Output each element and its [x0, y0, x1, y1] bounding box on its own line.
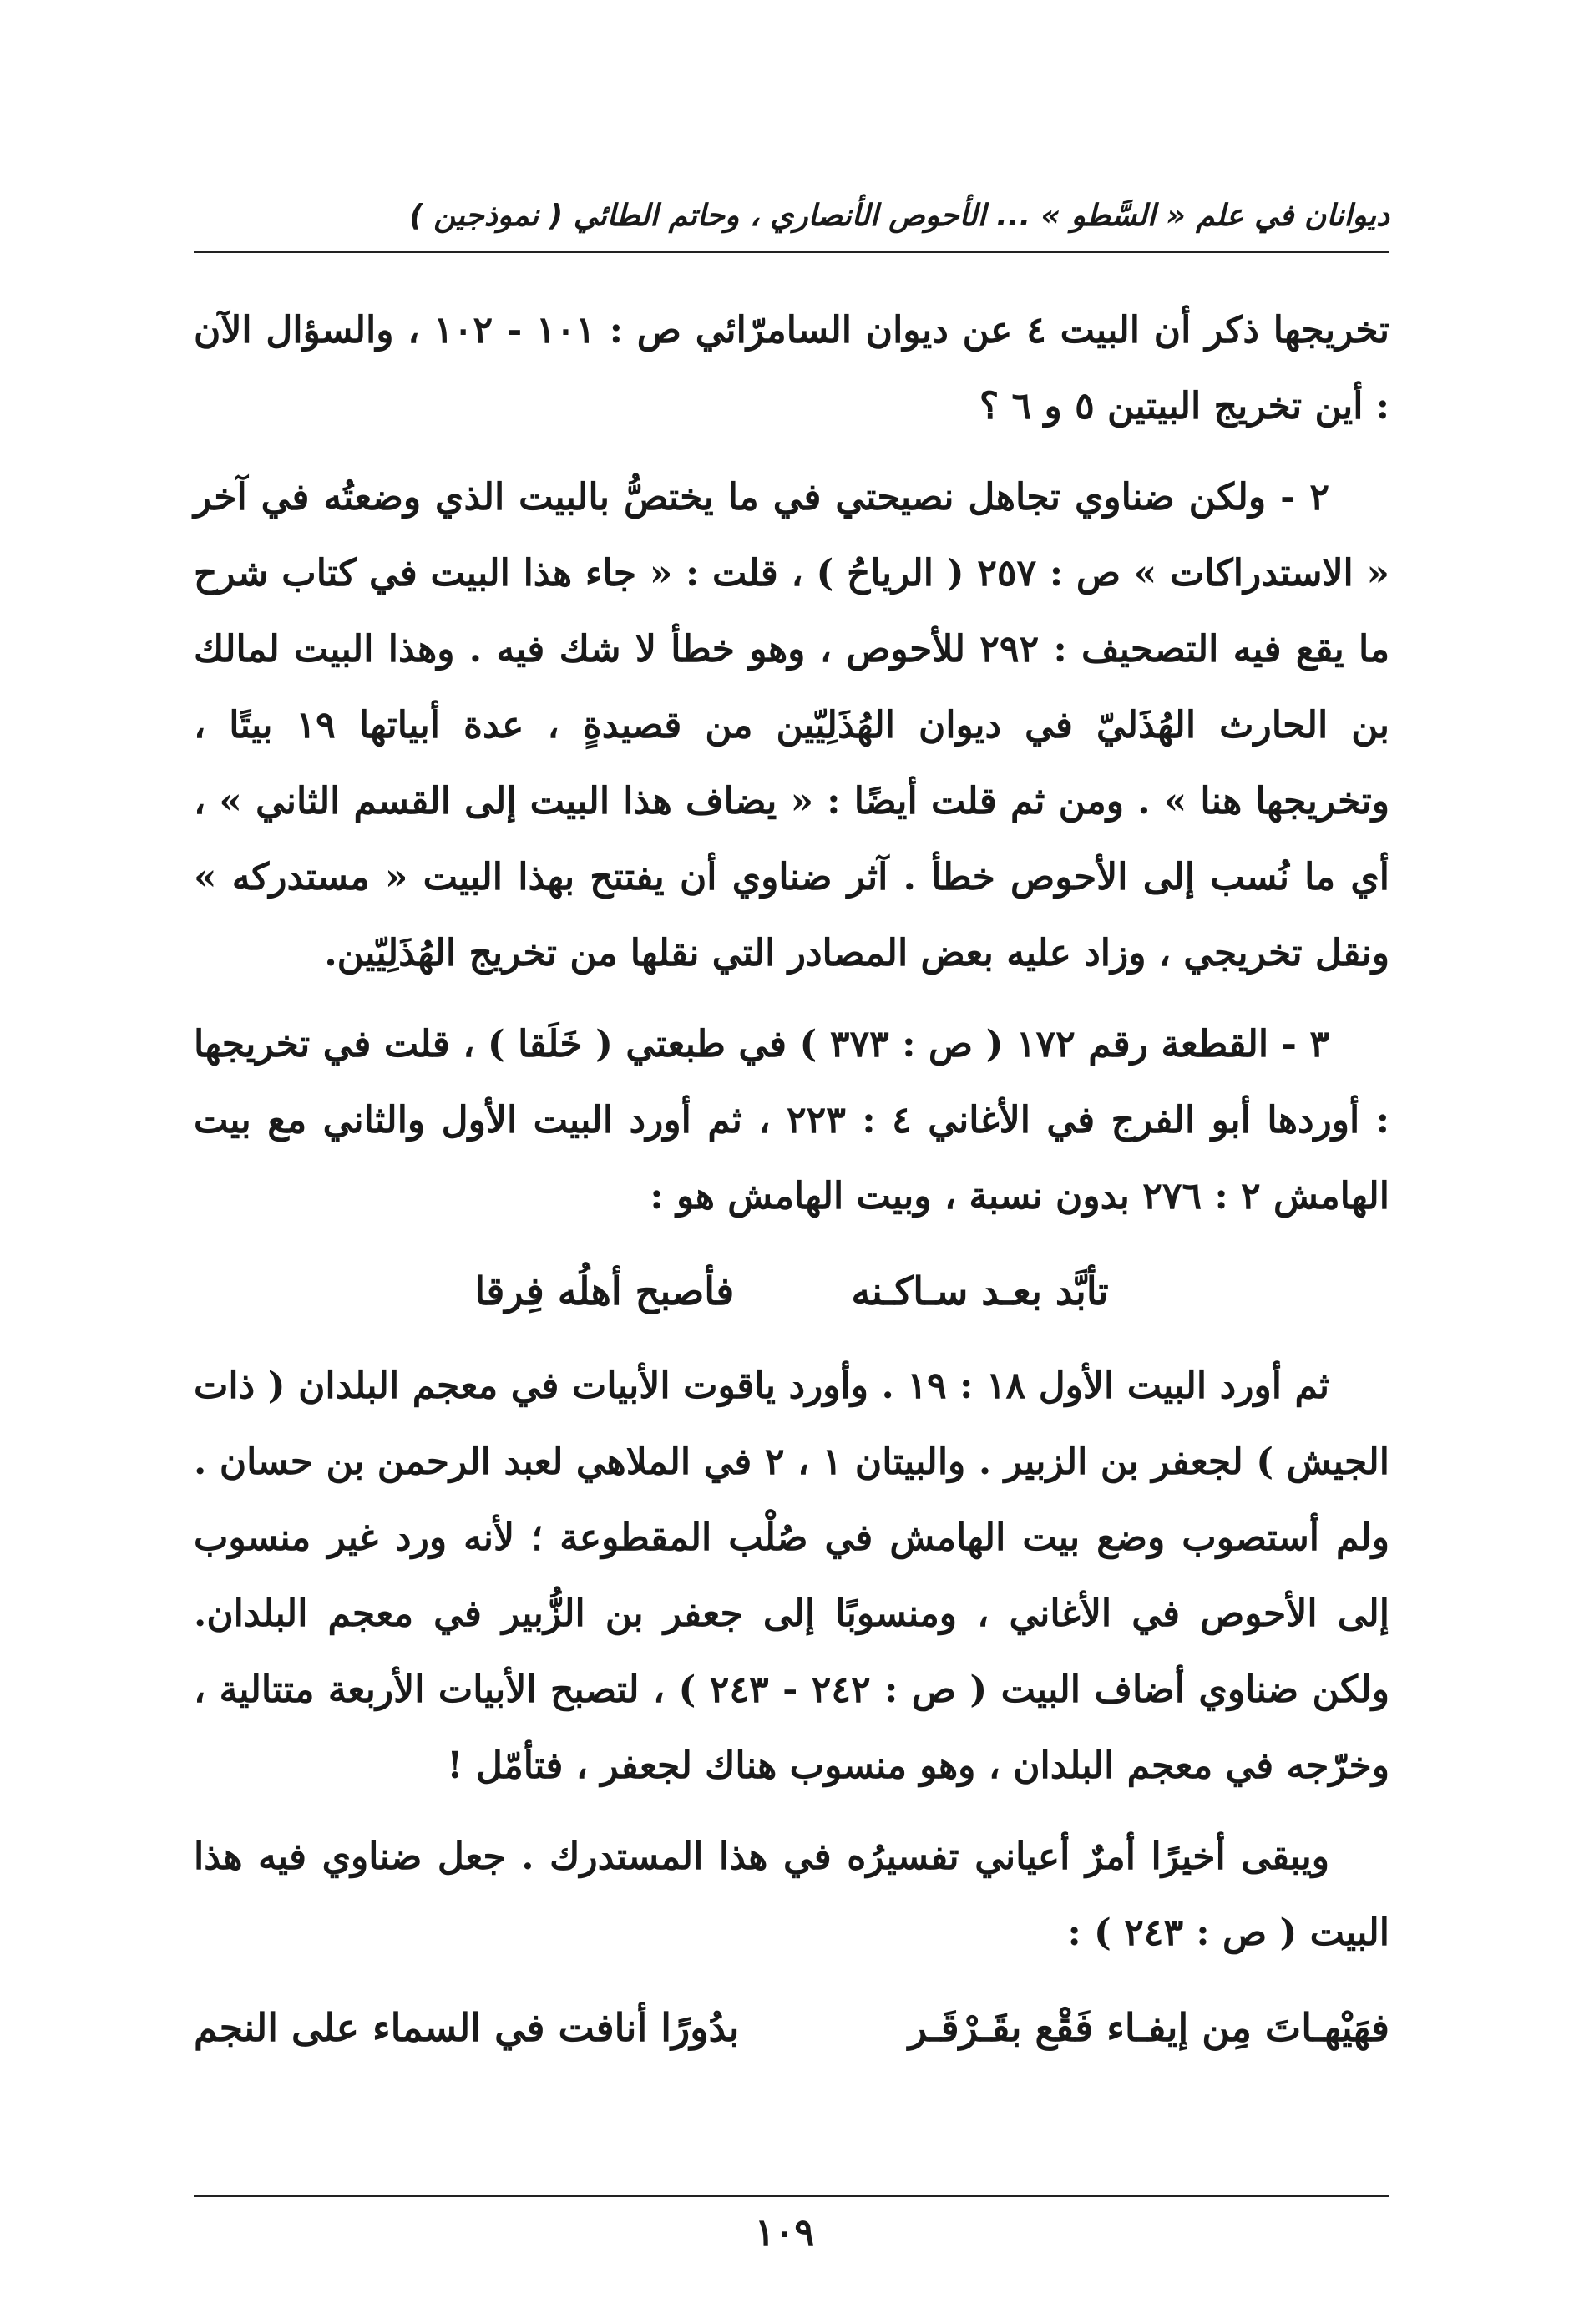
verse-2-first-hemistich: فهَيْهـاتَ مِن إيفـاء فَقْع بقَـرْقَـر	[908, 2005, 1389, 2050]
body-text	[194, 292, 1389, 2069]
running-head: ديوانان في علم « السَّطو » ... الأحوص الأنصاري ، وحاتم الطائي ( نموذجين )	[409, 199, 1389, 233]
verse-2	[194, 1986, 1389, 2069]
verse-1-second-hemistich: فأصبح أهلُه فِرقا	[474, 1268, 735, 1314]
paragraph-1: تخريجها ذكر أن البيت ٤ عن ديوان السامرّائي ص : ١٠١ - ١٠٢ ، والسؤال الآن : أين تخريج البيتين ٥ و ٦ ؟	[194, 309, 1389, 428]
paragraph-3: ٣ - القطعة رقم ١٧٢ ( ص : ٣٧٣ ) في طبعتي ( خَلَقا ) ، قلت في تخريجها : أوردها أبو الفرج في الأغاني ٤ : ٢٢٣ ، ثم أورد البيت الأول والثاني مع بيت الهامش ٢ : ٢٧٦ بدون نسبة ، وبيت الهامش هو :	[194, 1023, 1389, 1218]
header-rule	[194, 251, 1389, 253]
verse-1	[194, 1249, 1389, 1333]
paragraph-5: ويبقى أخيرًا أمرٌ أعياني تفسيرُه في هذا المستدرك . جعل ضناوي فيه هذا البيت ( ص : ٢٤٣ ) :	[194, 1835, 1389, 1954]
paragraph-2: ٢ - ولكن ضناوي تجاهل نصيحتي في ما يختصُّ بالبيت الذي وضعتُه في آخر « الاستدراكات » ص : ٢٥٧ ( الرياحُ ) ، قلت : « جاء هذا البيت في كتاب شرح ما يقع فيه التصحيف : ٢٩٢ للأحوص ، وهو خطأ لا شك فيه . وهذا البيت لمالك بن الحارث الهُذَليّ في ديوان الهُذَلِيّين من قصيدةٍ ، عدة أبياتها ١٩ بيتًا ، وتخريجها هنا » . ومن ثم قلت أيضًا : « يضاف هذا البيت إلى القسم الثاني » ، أي ما نُسب إلى الأحوص خطأ . آثر ضناوي أن يفتتح بهذا البيت « مستدركه » ونقل تخريجي ، وزاد عليه بعض المصادر التي نقلها من تخريج الهُذَلِيّين.	[194, 476, 1390, 975]
verse-2-second-hemistich: بدُورًا أنافت في السماء على النجم	[194, 2005, 740, 2050]
page-number: ١٠٩	[755, 2211, 814, 2254]
footer-rule	[194, 2195, 1389, 2197]
paragraph-4: ثم أورد البيت الأول ١٨ : ١٩ . وأورد ياقوت الأبيات في معجم البلدان ( ذات الجيش ) لجعفر بن الزبير . والبيتان ١ ، ٢ في الملاهي لعبد الرحمن بن حسان . ولم أستصوب وضع بيت الهامش في صُلْب المقطوعة ؛ لأنه ورد غير منسوب إلى الأحوص في الأغاني ، ومنسوبًا إلى جعفر بن الزُّبير في معجم البلدان. ولكن ضناوي أضاف البيت ( ص : ٢٤٢ - ٢٤٣ ) ، لتصبح الأبيات الأربعة متتالية ، وخرّجه في معجم البلدان ، وهو منسوب هناك لجعفر ، فتأمّل !	[194, 1365, 1389, 1787]
verse-1-first-hemistich: تأبَّد بعـد سـاكـنه	[851, 1268, 1109, 1314]
